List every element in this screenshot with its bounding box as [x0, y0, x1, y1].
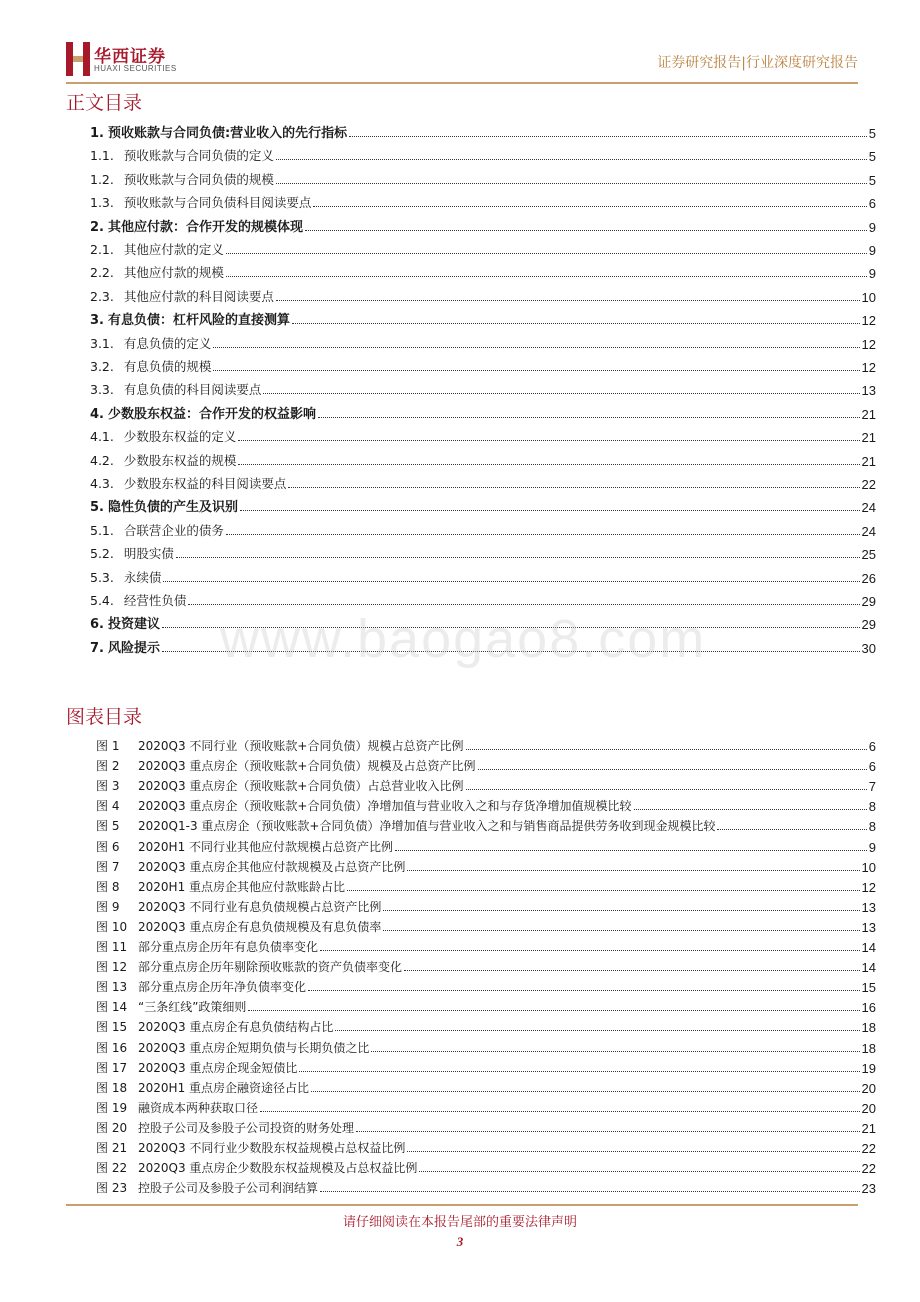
toc-entry[interactable] — [90, 330, 876, 352]
toc-entry-text: 永续债 — [123, 569, 162, 585]
dot-leader — [305, 230, 867, 231]
figure-page: 6 — [868, 759, 876, 775]
toc-entry-number: 2. — [90, 219, 104, 235]
figure-entry[interactable] — [96, 1176, 876, 1196]
dot-leader — [318, 417, 860, 418]
toc-entry-page: 12 — [861, 313, 876, 329]
figure-entry[interactable] — [96, 1076, 876, 1096]
company-logo — [66, 40, 206, 80]
toc-entry-text: 其他应付款：合作开发的规模体现 — [107, 219, 303, 235]
figure-title: 2020Q3 重点房企少数股东权益规模及占总权益比例 — [138, 1161, 418, 1176]
toc-entry-number: 5.2. — [90, 546, 114, 562]
toc-title: 正文目录 — [66, 92, 143, 114]
figure-page: 8 — [868, 819, 876, 835]
footer-divider — [66, 1204, 858, 1206]
page-number: 3 — [456, 1234, 464, 1249]
toc-entry-text: 有息负债：杠杆风险的直接测算 — [107, 313, 290, 329]
figure-title: 部分重点房企历年净负债率变化 — [138, 980, 307, 995]
toc-entry-page: 13 — [861, 383, 876, 399]
figure-page: 22 — [861, 1161, 876, 1177]
figure-number: 图 14 — [96, 1000, 128, 1015]
dot-leader — [407, 1151, 859, 1152]
toc-entry[interactable] — [90, 236, 876, 258]
figure-number: 图 20 — [96, 1120, 128, 1135]
page-header — [66, 40, 858, 82]
toc-entry-label — [90, 263, 224, 281]
figure-page: 13 — [861, 919, 876, 935]
toc-entry-label — [90, 240, 224, 258]
figure-title: 部分重点房企历年剔除预收账款的资产负债率变化 — [138, 960, 403, 975]
figure-title: 2020Q3 重点房企现金短债比 — [138, 1060, 298, 1075]
figure-title: 2020Q3 重点房企（预收账款+合同负债）净增加值与营业收入之和与存货净增加值规模比较 — [138, 799, 632, 814]
figure-entry[interactable] — [96, 734, 876, 754]
figure-page: 14 — [861, 960, 876, 976]
dot-leader — [263, 393, 859, 394]
toc-entry[interactable] — [90, 142, 876, 164]
figure-page: 8 — [868, 799, 876, 815]
dot-leader — [226, 276, 867, 277]
figure-number: 图 10 — [96, 919, 128, 934]
figure-page: 20 — [861, 1080, 876, 1096]
toc-entry-text: 有息负债的规模 — [123, 359, 212, 374]
dot-leader — [383, 910, 859, 911]
toc-entry-number: 3.1. — [90, 335, 114, 351]
toc-entry-number: 1.2. — [90, 171, 114, 187]
toc-entry-page: 29 — [861, 617, 876, 633]
figure-number: 图 11 — [96, 940, 128, 954]
figure-number: 图 9 — [96, 899, 120, 914]
toc-entry-number: 4.2. — [90, 452, 114, 468]
toc-entry-label — [90, 521, 224, 539]
toc-entry-label — [90, 591, 186, 609]
figure-number: 图 4 — [96, 799, 120, 814]
toc-entry-number: 1.1. — [90, 148, 114, 164]
toc-entry-label — [90, 122, 347, 141]
toc-entry[interactable] — [90, 376, 876, 398]
figure-entry[interactable] — [96, 1015, 876, 1035]
toc-entry-page: 10 — [861, 289, 876, 305]
toc-entry-label — [90, 287, 274, 305]
figure-entry[interactable] — [96, 935, 876, 955]
figure-entry[interactable] — [96, 895, 876, 915]
toc-entry-page: 12 — [861, 360, 876, 375]
toc-entry-label — [90, 613, 160, 632]
dot-leader — [356, 1131, 860, 1132]
toc-entry-text: 少数股东权益：合作开发的权益影响 — [107, 406, 316, 422]
toc-entry-text: 预收账款与合同负债的定义 — [123, 148, 274, 164]
dot-leader — [634, 809, 867, 810]
toc-entry-text: 明股实债 — [123, 546, 174, 562]
toc-entry[interactable] — [90, 540, 876, 562]
dot-leader — [240, 510, 860, 511]
figure-title: 部分重点房企历年有息负债率变化 — [138, 940, 319, 954]
toc-entry-number: 2.3. — [90, 288, 114, 304]
dot-leader — [226, 534, 860, 535]
figure-number: 图 19 — [96, 1100, 128, 1115]
figure-title: 2020H1 重点房企其他应付款账龄占比 — [138, 879, 346, 894]
figure-number: 图 5 — [96, 819, 120, 834]
toc-entry[interactable] — [90, 564, 876, 586]
toc-entry-text: 投资建议 — [107, 617, 160, 633]
figure-entry[interactable] — [96, 794, 876, 814]
dot-leader — [320, 1191, 860, 1192]
toc-entry[interactable] — [90, 259, 876, 281]
toc-entry-page: 9 — [868, 243, 876, 258]
toc-entry[interactable] — [90, 517, 876, 539]
toc-entry-number: 5.4. — [90, 593, 114, 608]
figure-title: 2020H1 不同行业其他应付款规模占总资产比例 — [138, 839, 394, 854]
toc-entry-page: 5 — [868, 149, 876, 165]
toc-entry-number: 5. — [90, 500, 104, 516]
toc-entry-label — [90, 427, 236, 445]
figure-entry[interactable] — [96, 855, 876, 875]
dot-leader — [347, 890, 860, 891]
toc-entry-page: 5 — [868, 126, 876, 141]
figure-number: 图 2 — [96, 759, 120, 774]
figure-title: 2020Q3 重点房企（预收账款+合同负债）规模及占总资产比例 — [138, 759, 476, 774]
dot-leader — [226, 253, 867, 254]
dot-leader — [478, 769, 867, 770]
toc-entry-text: 预收账款与合同负债科目阅读要点 — [123, 195, 312, 211]
toc-entry-number: 4.3. — [90, 476, 114, 491]
toc-entry-label — [90, 216, 303, 235]
toc-entry-label — [90, 334, 211, 352]
toc-entry[interactable] — [90, 189, 876, 211]
figure-number: 图 7 — [96, 859, 120, 874]
figure-number: 图 1 — [96, 739, 120, 753]
toc-entry-text: 其他应付款的科目阅读要点 — [123, 288, 274, 304]
figure-title: 2020Q3 重点房企有息负债规模及有息负债率 — [138, 919, 382, 934]
figure-number: 图 12 — [96, 960, 128, 975]
toc-entry-text: 有息负债的定义 — [123, 335, 212, 351]
figure-page: 9 — [868, 839, 876, 855]
toc-entry-number: 4.1. — [90, 429, 114, 445]
toc-entry-label — [90, 170, 274, 188]
dot-leader — [176, 557, 860, 558]
toc-entry-text: 合联营企业的债务 — [123, 522, 224, 538]
dot-leader — [213, 370, 859, 371]
figure-page: 23 — [861, 1181, 876, 1197]
figures-title: 图表目录 — [66, 706, 143, 728]
figure-page: 6 — [868, 739, 876, 754]
figure-number: 图 6 — [96, 839, 120, 854]
figure-page: 7 — [868, 779, 876, 795]
figure-entry[interactable] — [96, 814, 876, 834]
dot-leader — [395, 850, 867, 851]
toc-entry-number: 2.1. — [90, 242, 114, 257]
figure-title: 2020Q1-3 重点房企（预收账款+合同负债）净增加值与营业收入之和与销售商品提供劳务收到现金规模比较 — [138, 819, 716, 834]
legal-notice: 请仔细阅读在本报告尾部的重要法律声明 — [342, 1215, 577, 1230]
dot-leader — [335, 1030, 859, 1031]
toc-entry[interactable] — [90, 119, 876, 141]
toc-entry[interactable] — [90, 587, 876, 609]
toc-entry-number: 5.1. — [90, 522, 114, 538]
toc-entry-label — [90, 309, 290, 328]
toc-entry[interactable] — [90, 447, 876, 469]
figure-page: 10 — [861, 859, 876, 875]
figure-entry[interactable] — [96, 1036, 876, 1056]
toc-entry-label — [90, 544, 174, 562]
dot-leader — [717, 829, 866, 830]
toc-entry-number: 1. — [90, 126, 104, 141]
logo-text-en: HUAXI SECURITIES — [94, 64, 177, 73]
toc-entry-text: 预收账款与合同负债的规模 — [123, 171, 274, 187]
toc-entry-number: 1.3. — [90, 195, 114, 211]
dot-leader — [349, 136, 867, 137]
huaxi-logo-icon — [66, 42, 90, 76]
toc-entry-text: 其他应付款的规模 — [123, 265, 224, 281]
figure-number: 图 18 — [96, 1080, 128, 1095]
toc-entry-label — [90, 357, 211, 375]
dot-leader — [320, 950, 860, 951]
toc-entry-page: 25 — [861, 547, 876, 563]
dot-leader — [404, 970, 860, 971]
figure-entry[interactable] — [96, 835, 876, 855]
toc-entry[interactable] — [90, 166, 876, 188]
figure-page: 12 — [861, 879, 876, 895]
dot-leader — [260, 1111, 860, 1112]
toc-entry-page: 24 — [861, 500, 876, 516]
toc-entry-text: 少数股东权益的定义 — [123, 429, 237, 445]
figure-entry[interactable] — [96, 1156, 876, 1176]
toc-entry-number: 7. — [90, 640, 104, 656]
toc-entry-page: 6 — [868, 196, 876, 212]
figure-entry[interactable] — [96, 955, 876, 975]
toc-entry-label — [90, 380, 261, 398]
figure-page: 20 — [861, 1100, 876, 1116]
dot-leader — [288, 487, 859, 488]
toc-entry[interactable] — [90, 306, 876, 328]
figure-page: 21 — [861, 1120, 876, 1136]
toc-entry-label — [90, 474, 286, 492]
dot-leader — [276, 159, 867, 160]
figure-number: 图 22 — [96, 1161, 128, 1176]
figure-page: 22 — [861, 1141, 876, 1156]
figure-page: 18 — [861, 1020, 876, 1036]
figure-title: 控股子公司及参股子公司投资的财务处理 — [138, 1120, 355, 1135]
figure-title: 2020Q3 重点房企有息负债结构占比 — [138, 1020, 334, 1035]
figure-title: “三条红线”政策细则 — [138, 1000, 247, 1015]
dot-leader — [383, 930, 859, 931]
toc-entry[interactable] — [90, 353, 876, 375]
toc-entry-page: 21 — [861, 430, 876, 446]
figure-number: 图 15 — [96, 1020, 128, 1035]
dot-leader — [238, 440, 859, 441]
figure-title: 2020Q3 重点房企其他应付款规模及占总资产比例 — [138, 859, 406, 874]
figure-title: 2020Q3 不同行业少数股东权益规模占总权益比例 — [138, 1141, 406, 1155]
figure-title: 控股子公司及参股子公司利润结算 — [138, 1181, 319, 1196]
toc-entry-text: 经营性负债 — [123, 593, 187, 608]
toc-entry-page: 5 — [868, 172, 876, 188]
toc-entry-number: 4. — [90, 406, 104, 422]
toc-entry[interactable] — [90, 400, 876, 422]
dot-leader — [188, 604, 859, 605]
toc-entry-text: 隐性负债的产生及识别 — [107, 500, 238, 516]
figure-entry[interactable] — [96, 1056, 876, 1076]
toc-entry-text: 少数股东权益的规模 — [123, 452, 237, 468]
watermark: www.baogao8.com — [220, 609, 707, 669]
figure-number: 图 8 — [96, 879, 120, 894]
toc-entry-text: 有息负债的科目阅读要点 — [123, 382, 262, 398]
figure-page: 14 — [861, 940, 876, 955]
toc-entry-text: 其他应付款的定义 — [123, 242, 224, 257]
report-type: 证券研究报告|行业深度研究报告 — [657, 55, 858, 71]
toc-entry-page: 12 — [861, 336, 876, 352]
figure-title: 融资成本两种获取口径 — [138, 1100, 259, 1115]
figure-number: 图 16 — [96, 1040, 128, 1055]
figure-number: 图 17 — [96, 1060, 128, 1075]
toc-entry-label — [90, 451, 236, 469]
dot-leader — [238, 464, 859, 465]
dot-leader — [276, 183, 867, 184]
toc-entry-number: 6. — [90, 617, 104, 633]
logo-text-cn: 华西证券 — [94, 47, 166, 67]
figure-number: 图 21 — [96, 1141, 128, 1155]
toc-entry-number: 5.3. — [90, 569, 114, 585]
dot-leader — [299, 1071, 859, 1072]
figure-page: 18 — [861, 1040, 876, 1056]
figure-page: 13 — [861, 899, 876, 915]
figure-entry[interactable] — [96, 774, 876, 794]
toc-entry-number: 3. — [90, 313, 104, 329]
figure-number: 图 13 — [96, 980, 128, 995]
figure-title: 2020Q3 不同行业有息负债规模占总资产比例 — [138, 899, 382, 914]
toc-entry-number: 2.2. — [90, 265, 114, 281]
figure-title: 2020Q3 重点房企短期负债与长期负债之比 — [138, 1040, 370, 1055]
figure-title: 2020Q3 重点房企（预收账款+合同负债）占总营业收入比例 — [138, 779, 464, 794]
dot-leader — [407, 870, 859, 871]
toc-entry-text: 预收账款与合同负债:营业收入的先行指标 — [107, 126, 348, 141]
figure-entry[interactable] — [96, 1096, 876, 1116]
toc-entry-label — [90, 403, 316, 422]
toc-entry-page: 9 — [868, 266, 876, 282]
dot-leader — [419, 1171, 859, 1172]
toc-entry-page: 26 — [861, 570, 876, 586]
figure-entry[interactable] — [96, 995, 876, 1015]
toc-entry-text: 风险提示 — [107, 640, 160, 656]
toc-entry-label — [90, 637, 160, 656]
dot-leader — [311, 1091, 860, 1092]
toc-entry[interactable] — [90, 423, 876, 445]
toc-entry-label — [90, 146, 274, 164]
toc-entry-label — [90, 496, 238, 515]
toc-entry-page: 9 — [868, 219, 876, 235]
figure-entry[interactable] — [96, 875, 876, 895]
toc-entry-page: 21 — [861, 406, 876, 422]
toc-entry-page: 22 — [861, 477, 876, 492]
header-divider — [66, 82, 858, 84]
figure-entry[interactable] — [96, 754, 876, 774]
figure-number: 图 23 — [96, 1181, 128, 1196]
figure-entry[interactable] — [96, 1136, 876, 1156]
figure-entry[interactable] — [96, 915, 876, 935]
dot-leader — [248, 1010, 859, 1011]
figure-page: 15 — [861, 980, 876, 996]
figure-title: 2020H1 重点房企融资途径占比 — [138, 1080, 310, 1095]
toc-entry-number: 3.2. — [90, 359, 114, 374]
dot-leader — [163, 581, 859, 582]
dot-leader — [308, 990, 860, 991]
dot-leader — [313, 206, 866, 207]
toc-entry[interactable] — [90, 283, 876, 305]
toc-entry-page: 24 — [861, 523, 876, 539]
toc-entry-number: 3.3. — [90, 382, 114, 398]
dot-leader — [276, 300, 860, 301]
figure-page: 16 — [861, 1000, 876, 1016]
toc-entry-label — [90, 568, 161, 586]
figure-entry[interactable] — [96, 1116, 876, 1136]
figure-page: 19 — [861, 1060, 876, 1076]
toc-entry-page: 21 — [861, 453, 876, 469]
toc-entry-label — [90, 193, 311, 211]
toc-entry-page: 30 — [861, 640, 876, 656]
figure-number: 图 3 — [96, 779, 120, 794]
figure-entry[interactable] — [96, 975, 876, 995]
dot-leader — [292, 323, 860, 324]
toc-entry-text: 少数股东权益的科目阅读要点 — [123, 476, 287, 491]
toc-entry-page: 29 — [861, 594, 876, 609]
toc-entry[interactable] — [90, 213, 876, 235]
dot-leader — [371, 1051, 859, 1052]
figure-title: 2020Q3 不同行业（预收账款+合同负债）规模占总资产比例 — [138, 739, 464, 753]
toc-entry[interactable] — [90, 493, 876, 515]
dot-leader — [466, 749, 867, 750]
toc-entry[interactable] — [90, 470, 876, 492]
dot-leader — [213, 347, 859, 348]
dot-leader — [466, 789, 867, 790]
